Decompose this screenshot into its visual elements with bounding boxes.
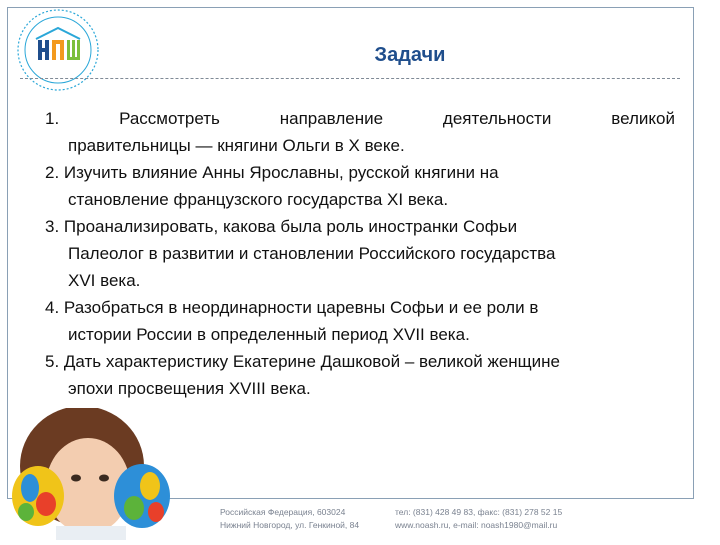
item-text: Проанализировать, какова была роль иностранки Софьи <box>63 217 518 236</box>
footer-address: Российская Федерация, 603024 Нижний Новгород, ул. Генкиной, 84 <box>220 507 360 530</box>
list-item <box>45 105 675 159</box>
item-text: Рассмотреть направление деятельности великой <box>119 109 675 128</box>
list-item <box>45 159 675 213</box>
school-logo-icon <box>14 6 102 94</box>
item-text: правительницы — княгини Ольги в X веке. <box>68 136 405 155</box>
item-text: Изучить влияние Анны Ярославны, русской княгини на <box>63 163 499 182</box>
item-text: истории России в определенный период XVII века. <box>68 325 470 344</box>
item-text: Дать характеристику Екатерине Дашковой – великой женщине <box>63 352 560 371</box>
page-title: Задачи <box>374 44 446 66</box>
title-divider <box>20 78 680 80</box>
item-text: XVI века. <box>68 271 141 290</box>
item-number: 1. <box>45 109 60 128</box>
item-text: эпохи просвещения XVIII века. <box>68 379 311 398</box>
footer-contacts: тел: (831) 428 49 83, факс: (831) 278 52 15 www.noash.ru, e-mail: noash1980@mail.ru <box>395 507 563 530</box>
list-item <box>45 294 675 348</box>
item-number: 4. <box>45 298 60 317</box>
item-text: Палеолог в развитии и становлении Российского государства <box>68 244 556 263</box>
item-text: становление французского государства XI века. <box>68 190 449 209</box>
child-painted-hands-icon <box>0 408 185 540</box>
task-list <box>45 105 675 402</box>
item-number: 3. <box>45 217 60 236</box>
item-number: 5. <box>45 352 60 371</box>
item-number: 2. <box>45 163 60 182</box>
list-item <box>45 213 675 294</box>
list-item <box>45 348 675 402</box>
item-text: Разобраться в неординарности царевны Софьи и ее роли в <box>63 298 539 317</box>
